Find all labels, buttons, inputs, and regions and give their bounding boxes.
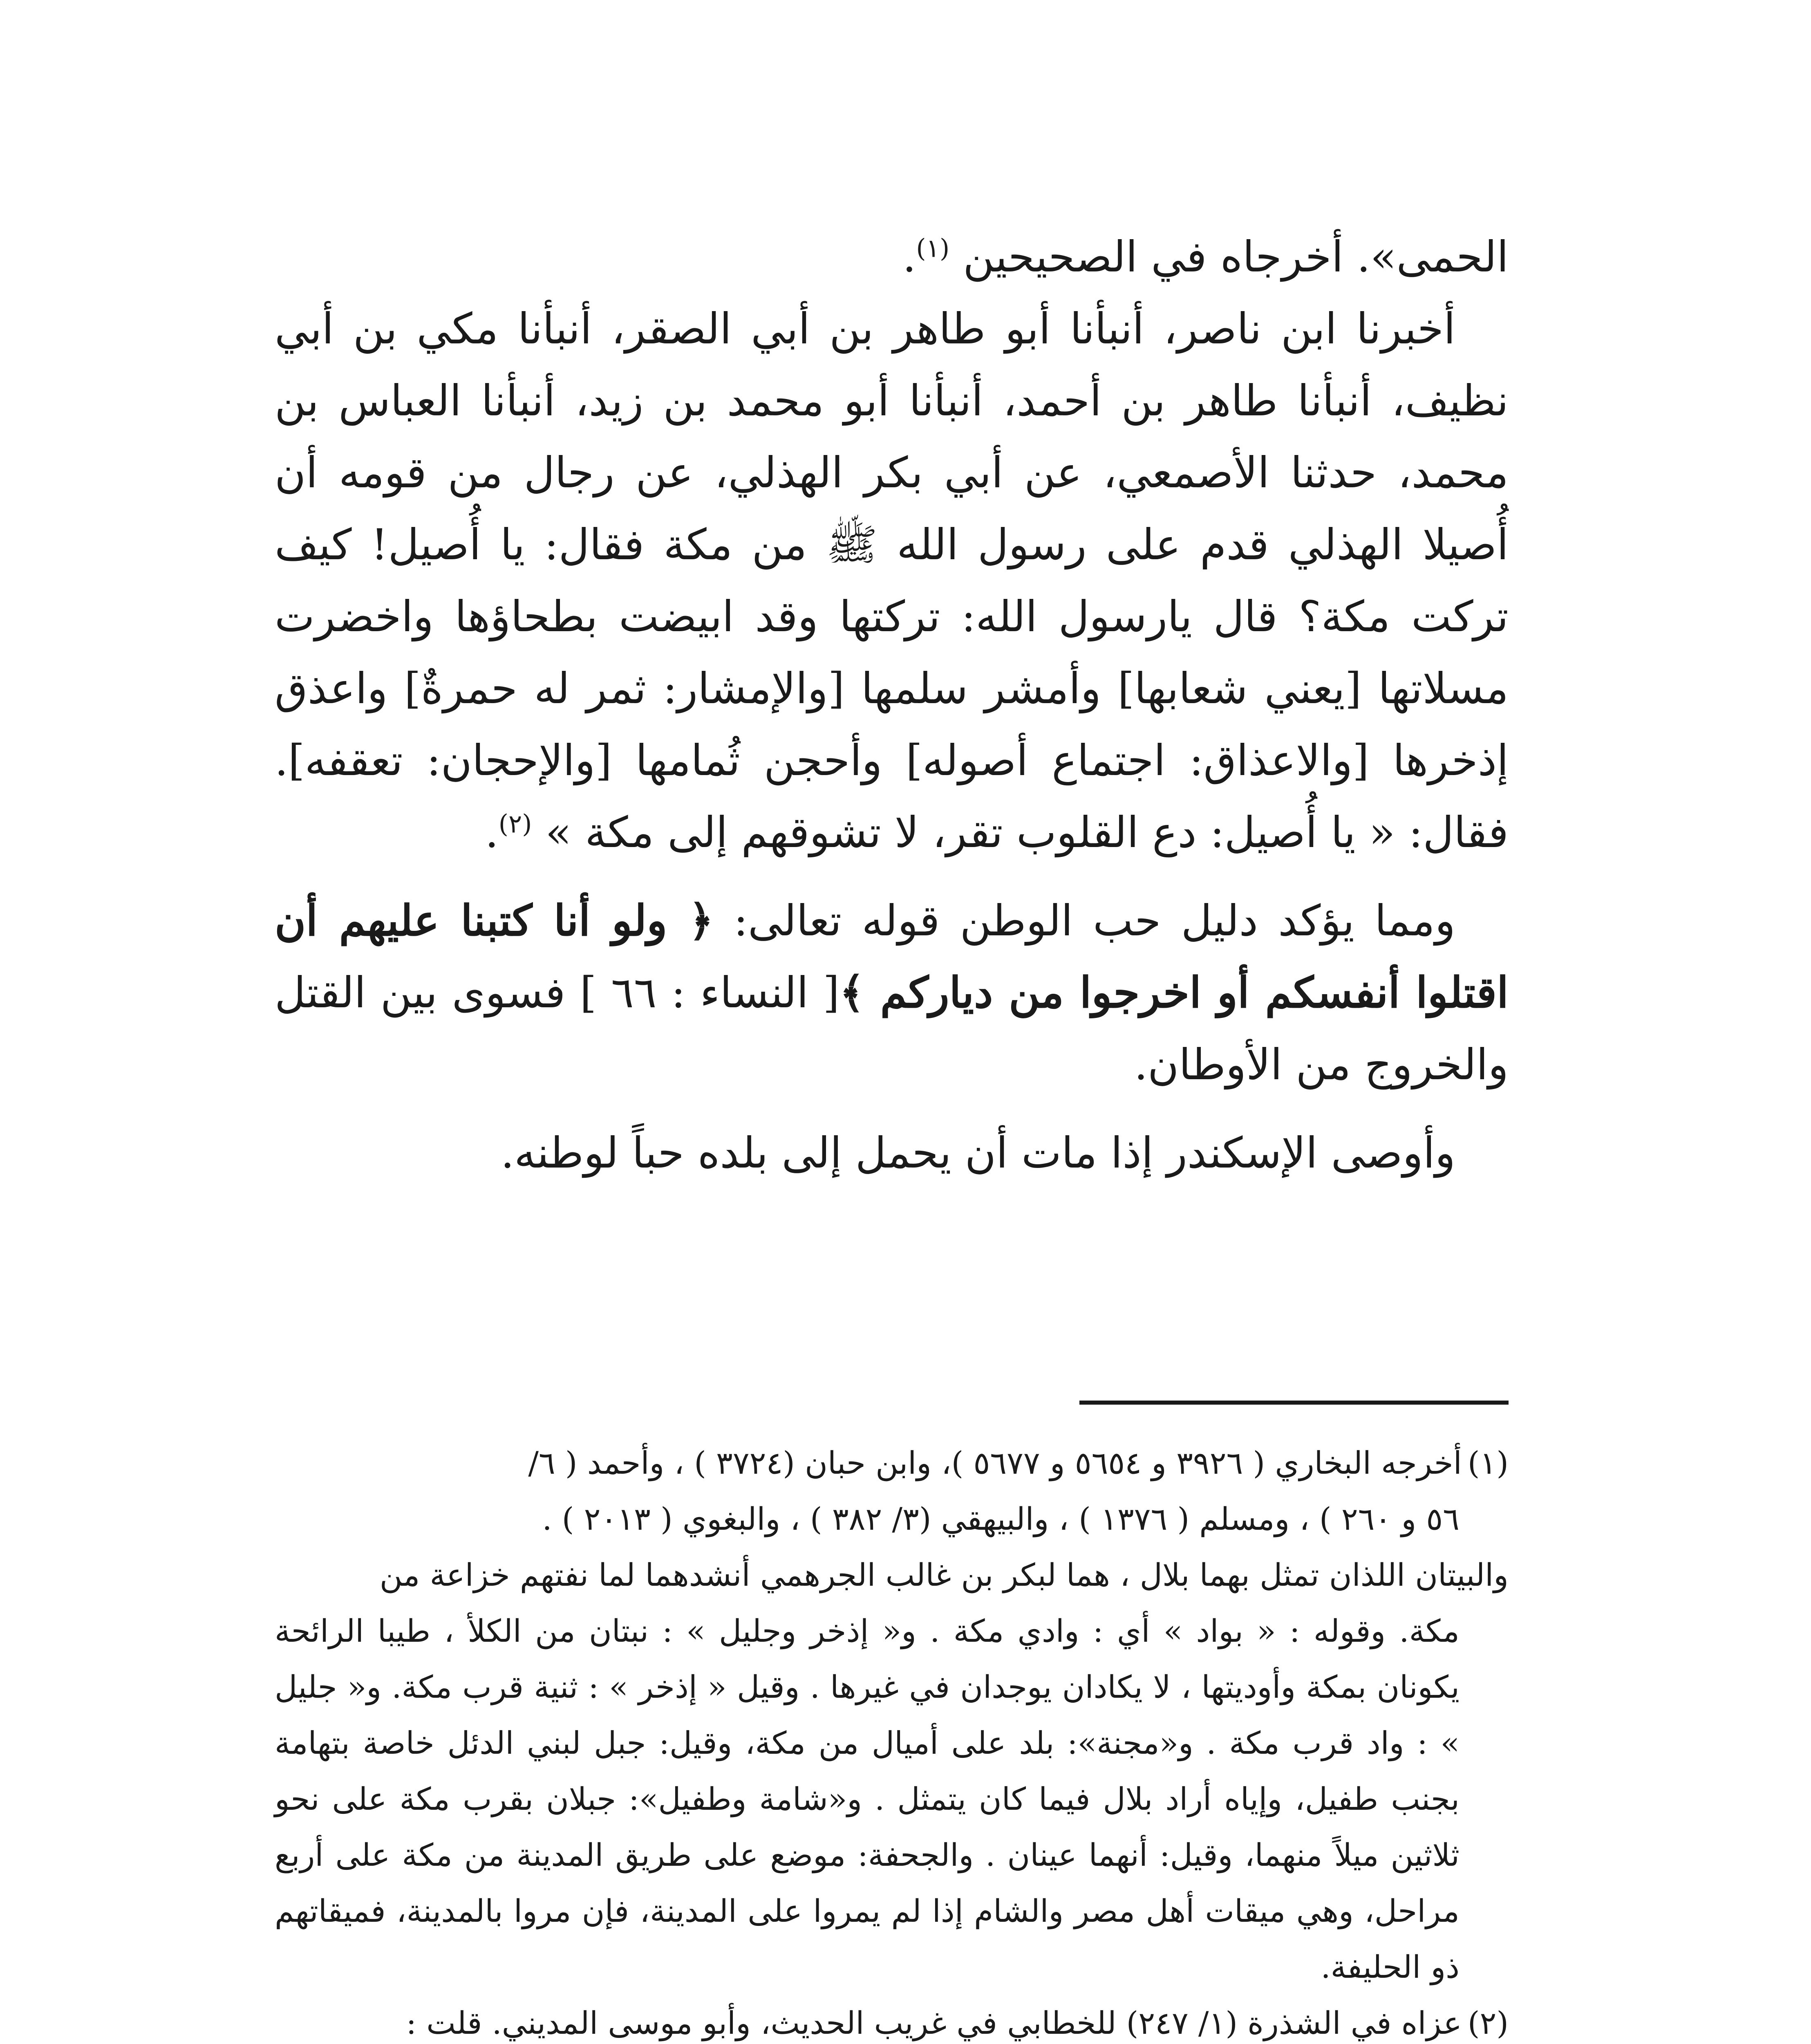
paragraph-3-intro: ومما يؤكد دليل حب الوطن قوله تعالى: [713,896,1455,946]
footnote-1 [275,1435,1509,1491]
footnote-2-mark: (٢) [1467,2005,1509,2041]
paragraph-4-text: وأوصى الإسكندر إذا مات أن يحمل إلى بلده حباً لوطنه. [501,1128,1455,1178]
quran-verse: ﴿ ولو أنا كتبنا عليهم أن اقتلوا أنفسكم أو اخرجوا من دياركم ﴾ [275,895,1509,1018]
footnotes [275,1435,1509,2044]
footnote-1-line-1: أخرجه البخاري ( ٣٩٢٦ و ٥٦٥٤ و ٥٦٧٧ )، وابن حبان (٣٧٢٤ ) ، وأحمد ( ٦/ [528,1445,1462,1481]
paragraph-3 [275,885,1509,1100]
footnote-1-paragraph-2 [275,1603,1509,1995]
paragraph-3-end: [ النساء : ٦٦ ] فسوى بين القتل والخروج من الأوطان. [275,968,1509,1089]
footnote-1-mark: (١) [1467,1445,1509,1481]
footnote-2 [275,1995,1509,2044]
paragraph-4 [275,1117,1509,1189]
paragraph-2-text: أخبرنا ابن ناصر، أنبأنا أبو طاهر بن أبي الصقر، أنبأنا مكي بن أبي نظيف، أنبأنا طاهر بن أحمد، أنبأنا أبو محمد بن زيد، أنبأنا العباس بن محمد، حدثنا الأصمعي، عن أبي بكر الهذلي، عن رجال من قومه أن أُصيلا الهذلي قدم على رسول الله ﷺ من مكة فقال: يا أُصيل! كيف تركت مكة؟ قال يارسول الله: تركتها وقد ابيضت بطحاؤها واخضرت مسلاتها [يعني شعابها] وأمشر سلمها [والإمشار: ثمر له حمرةٌ] واعذق إذخرها [والاعذاق: اجتماع أصوله] وأحجن ثُمامها [والإحجان: تعقفه]. فقال: « يا أُصيل: دع القلوب تقر، لا تشوقهم إلى مكة » [275,304,1509,857]
paragraph-1-text: الحمى». أخرجاه في الصحيحين [963,232,1509,282]
footnote-ref-2[interactable]: (٢) [498,809,532,839]
main-text [275,221,1509,1189]
paragraph-2-end: . [485,807,499,857]
footnote-ref-1[interactable]: (١) [916,233,950,263]
footnote-2-line-1: عزاه في الشذرة (١/ ٢٤٧) للخطابي في غريب الحديث، وأبو موسى المديني. قلت : [406,2005,1462,2041]
footnote-1-paragraph-2-text: مكة. وقوله : « بواد » أي : وادي مكة . و« إذخر وجليل » : نبتان من الكلأ ، طيبا الرائحة يكونان بمكة وأوديتها ، لا يكادان يوجدان في غيرها . وقيل « إذخر » : ثنية قرب مكة. و« جليل » : واد قرب مكة . و«مجنة»: بلد على أميال من مكة، وقيل: جبل لبني الدئل خاصة بتهامة بجنب طفيل، وإياه أراد بلال فيما كان يتمثل . و«شامة وطفيل»: جبلان بقرب مكة على نحو ثلاثين ميلاً منهما، وقيل: أنهما عينان . والجحفة: موضع على طريق المدينة من مكة على أربع مراحل، وهي ميقات أهل مصر والشام إذا لم يمروا على المدينة، فإن مروا بالمدينة، فميقاتهم ذو الحليفة. [275,1613,1460,1985]
footnote-1-paragraph-2-first-line [275,1547,1509,1603]
footnote-1-line-2: ٥٦ و ٢٦٠ ) ، ومسلم ( ١٣٧٦ ) ، والبيهقي (٣/ ٣٨٢ ) ، والبغوي ( ٢٠١٣ ) . [542,1501,1460,1537]
paragraph-2 [275,293,1509,868]
footnote-1-continuation [275,1491,1509,1547]
footnote-separator [1079,1401,1509,1405]
paragraph-1-end: . [902,232,916,282]
footnote-1-paragraph-2-line-1: والبيتان اللذان تمثل بهما بلال ، هما لبكر بن غالب الجرهمي أنشدهما لما نفتهم خزاعة من [379,1557,1509,1593]
paragraph-1 [275,221,1509,293]
